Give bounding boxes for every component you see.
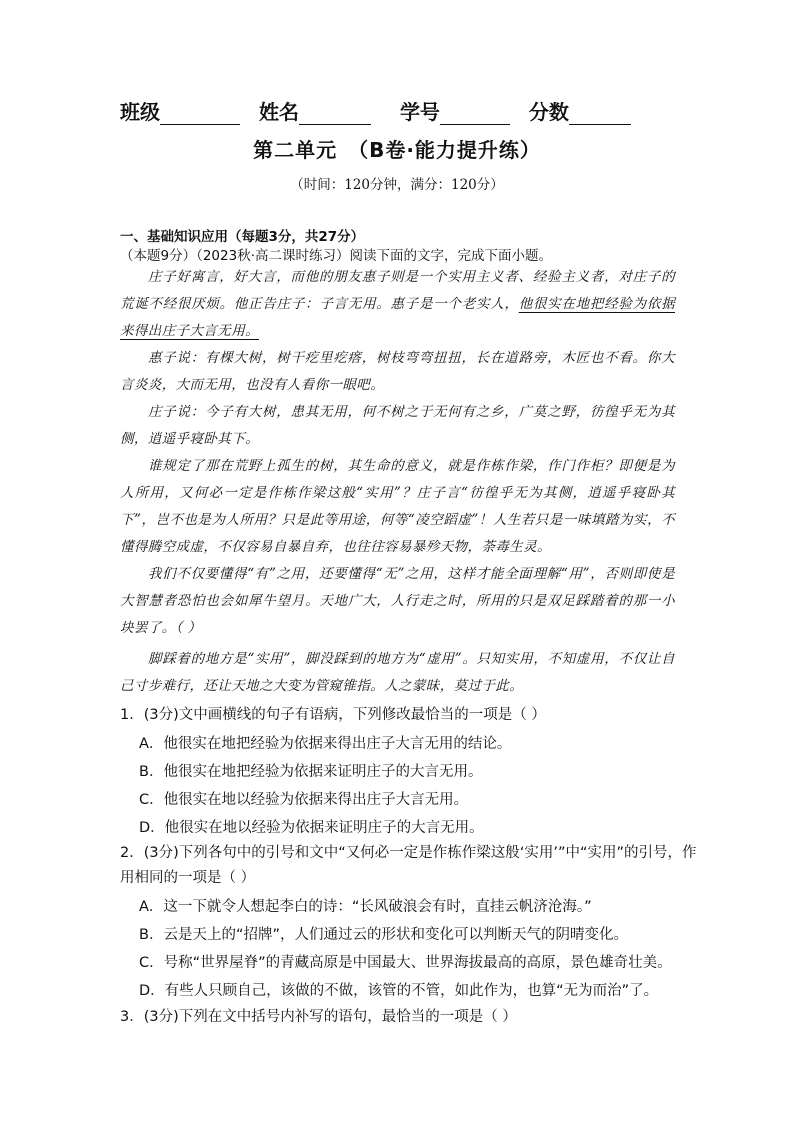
score-blank[interactable] — [569, 104, 631, 125]
name-label: 姓名 — [258, 100, 299, 124]
name-blank[interactable] — [299, 104, 371, 125]
question-1-option-b[interactable]: B．他很实在地把经验为依据来证明庄子的大言无用。 — [139, 764, 483, 780]
question-2-stem-line-2: 用相同的一项是（ ） — [120, 870, 256, 886]
question-1-option-a[interactable]: A．他很实在地把经验为依据来得出庄子大言无用的结论。 — [139, 736, 512, 752]
question-1-option-c[interactable]: C．他很实在地以经验为依据来得出庄子大言无用。 — [139, 792, 469, 808]
student-id-blank[interactable] — [440, 104, 510, 125]
passage-paragraph-4: 谁规定了那在荒野上孤生的树，其生命的意义，就是作栋作梁，作门作柜？即便是为人所用，又何必一定是作栋作梁这般“实用”？庄子言“彷徨乎无为其侧，逍遥乎寝卧其下”，岂不也是为人所用？只是此等用途，何等“凌空蹈虚”！人生若只是一味填踏为实，不懂得腾空成虚，不仅容易自暴自弃，也往往容易暴殄天物，荼毒生灵。 — [120, 458, 675, 555]
underlined-sentence: 他很实在地把经验为依据来得出庄子大言无用。 — [120, 296, 675, 339]
time-note: （时间：120分钟，满分：120分） — [290, 177, 504, 193]
question-2-option-d[interactable]: D．有些人只顾自己，该做的不做，该管的不管，如此作为，也算“无为而治”了。 — [139, 983, 659, 999]
student-info-line — [120, 96, 631, 126]
section-heading: 一、基础知识应用（每题3分，共27分） — [120, 229, 365, 245]
question-1-stem: 1．(3分)文中画横线的句子有语病，下列修改最恰当的一项是（ ） — [120, 707, 546, 723]
question-1-option-d[interactable]: D．他很实在地以经验为依据来证明庄子的大言无用。 — [139, 820, 484, 836]
student-id-label: 学号 — [399, 100, 440, 124]
page-title: 第二单元 （B卷·能力提升练） — [253, 138, 541, 162]
passage-paragraph-5: 我们不仅要懂得“有”之用，还要懂得“无”之用，这样才能全面理解“用”，否则即使是大智慧者恐怕也会如犀牛望月。天地广大，人行走之时，所用的只是双足踩踏着的那一小块罢了。（ ） — [120, 566, 675, 636]
passage-paragraph-1 — [120, 264, 675, 345]
question-3-stem: 3．(3分)下列在文中括号内补写的语句，最恰当的一项是（ ） — [120, 1009, 517, 1025]
passage-paragraph-3: 庄子说：今子有大树，患其无用，何不树之于无何有之乡，广莫之野，彷徨乎无为其侧，逍遥乎寝卧其下。 — [120, 404, 675, 447]
question-2-stem-line-1: 2．(3分)下列各句中的引号和文中“又何必一定是作栋作梁这般‘实用’”中“实用”的引号，作 — [120, 845, 697, 861]
passage-paragraph-6: 脚踩着的地方是“实用”，脚没踩到的地方为“虚用”。只知实用，不知虚用，不仅让自己寸步难行，还让天地之大变为管窥锥指。人之蒙昧，莫过于此。 — [120, 651, 675, 694]
question-2-option-a[interactable]: A．这一下就令人想起李白的诗：“长风破浪会有时，直挂云帆济沧海。” — [139, 899, 592, 915]
score-label: 分数 — [528, 100, 569, 124]
class-label: 班级 — [120, 100, 160, 124]
question-2-option-c[interactable]: C．号称“世界屋脊”的青藏高原是中国最大、世界海拔最高的高原，景色雄奇壮美。 — [139, 955, 672, 971]
passage-text: 庄子好寓言，好大言，而他的朋友惠子则是一个实用主义者、经验主义者，对庄子的荒诞不经很厌烦。他正告庄子：子言无用。惠子是一个老实人， — [120, 269, 675, 312]
class-blank[interactable] — [160, 104, 240, 125]
passage-paragraph-2: 惠子说：有棵大树，树干疙里疙瘩，树枝弯弯扭扭，长在道路旁，木匠也不看。你大言炎炎，大而无用，也没有人看你一眼吧。 — [120, 350, 675, 393]
question-2-option-b[interactable]: B．云是天上的“招牌”，人们通过云的形状和变化可以判断天气的阴晴变化。 — [139, 927, 628, 943]
section-subheading: （本题9分）（2023秋·高二课时练习）阅读下面的文字，完成下面小题。 — [120, 248, 552, 264]
